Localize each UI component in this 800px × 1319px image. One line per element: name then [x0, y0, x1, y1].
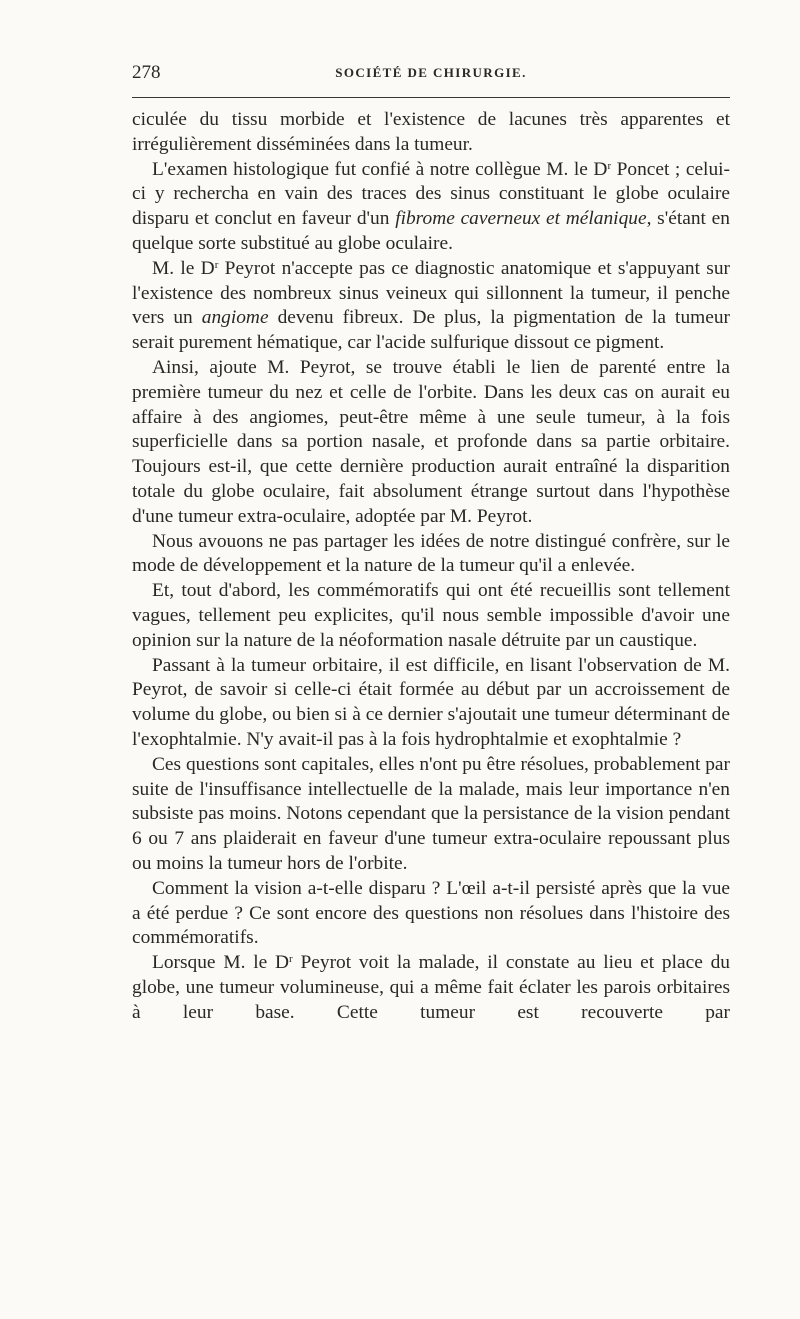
paragraph-text: Nous avouons ne pas partager les idées de notre distingué confrère, sur le mode de développement et la nature de la tumeur qu'il a enlevée. — [132, 530, 730, 577]
italic-term: angiome — [201, 307, 269, 329]
body-text — [132, 108, 730, 1025]
paragraph-10 — [132, 951, 730, 1025]
paragraph-7 — [132, 654, 730, 753]
paragraph-text: Lorsque M. le D — [152, 952, 290, 974]
page-header — [132, 62, 730, 86]
paragraph-8 — [132, 753, 730, 877]
page-number: 278 — [132, 62, 161, 83]
paragraph-6 — [132, 579, 730, 653]
superscript-r: r — [289, 953, 293, 966]
paragraph-3 — [132, 257, 730, 356]
paragraph-text: ciculée du tissu morbide et l'existence de lacunes très apparentes et irrégulièrement disséminées dans la tumeur. — [132, 109, 730, 155]
superscript-r: r — [214, 258, 219, 271]
header-rule — [132, 97, 730, 98]
italic-term: fibrome caverneux et mélanique — [395, 208, 647, 230]
paragraph-4 — [132, 356, 730, 530]
paragraph-text: Peyrot n'accepte pas ce diagnostic anatomique et s'appuyant sur l'existence des nombreux sinus veineux qui sillonnent la tumeur, il penche vers un — [132, 257, 730, 329]
paragraph-text: Poncet ; celui-ci y rechercha en vain des traces des sinus constituant le globe oculaire disparu et conclut en faveur d'un — [132, 158, 730, 230]
paragraph-text: devenu fibreux. De plus, la pigmentation de la tumeur serait purement hématique, car l'acide sulfurique dissout ce pigment. — [132, 307, 730, 354]
paragraph-text: Ces questions sont capitales, elles n'ont pu être résolues, probablement par suite de l'insuffisance intellectuelle de la malade, mais leur importance n'en subsiste pas moins. Notons cependant que la persistance de la vision pendant 6 ou 7 ans plaiderait en faveur d'une tumeur extra-oculaire repoussant plus ou moins la tumeur hors de l'orbite. — [132, 753, 730, 874]
paragraph-text: , s'étant en quelque sorte substitué au globe oculaire. — [132, 208, 730, 254]
paragraph-1 — [132, 108, 730, 158]
paragraph-5 — [132, 530, 730, 580]
paragraph-text: Et, tout d'abord, les commémoratifs qui ont été recueillis sont tellement vagues, tellement peu explicites, qu'il nous semble impossible d'avoir une opinion sur la nature de la néoformation nasale détruite par un caustique. — [132, 580, 730, 651]
paragraph-text: Peyrot voit la malade, il constate au lieu et place du globe, une tumeur volumineuse, qui a même fait éclater les parois orbitaires à leur base. Cette tumeur est recouverte par — [132, 952, 730, 1023]
paragraph-text: L'examen histologique fut confié à notre collègue M. le D — [152, 158, 608, 180]
paragraph-2 — [132, 158, 730, 257]
paragraph-text: Comment la vision a-t-elle disparu ? L'œil a-t-il persisté après que la vue a été perdue ? Ce sont encore des questions non résolues dans l'histoire des commémoratifs. — [132, 877, 730, 949]
paragraph-text: M. le D — [152, 257, 215, 279]
paragraph-9 — [132, 877, 730, 951]
running-title: SOCIÉTÉ DE CHIRURGIE. — [335, 65, 527, 80]
paragraph-text: Ainsi, ajoute M. Peyrot, se trouve établi le lien de parenté entre la première tumeur du nez et celle de l'orbite. Dans les deux cas on aurait eu affaire à des angiomes, peut-être même à une seule tumeur, à la fois superficielle dans sa portion nasale, et profonde dans sa partie orbitaire. Toujours est-il, que cette dernière production aurait entraîné la disparition totale du globe oculaire, fait absolument étrange surtout dans l'hypothèse d'une tumeur extra-oculaire, adoptée par M. Peyrot. — [132, 356, 730, 527]
paragraph-text: Passant à la tumeur orbitaire, il est difficile, en lisant l'observation de M. Peyrot, de savoir si celle-ci était formée au début par un accroissement de volume du globe, ou bien si à ce dernier s'ajoutait une tumeur déterminant de l'exophtalmie. N'y avait-il pas à la fois hydrophtalmie et exophtalmie ? — [132, 654, 730, 750]
superscript-r: r — [607, 159, 612, 172]
